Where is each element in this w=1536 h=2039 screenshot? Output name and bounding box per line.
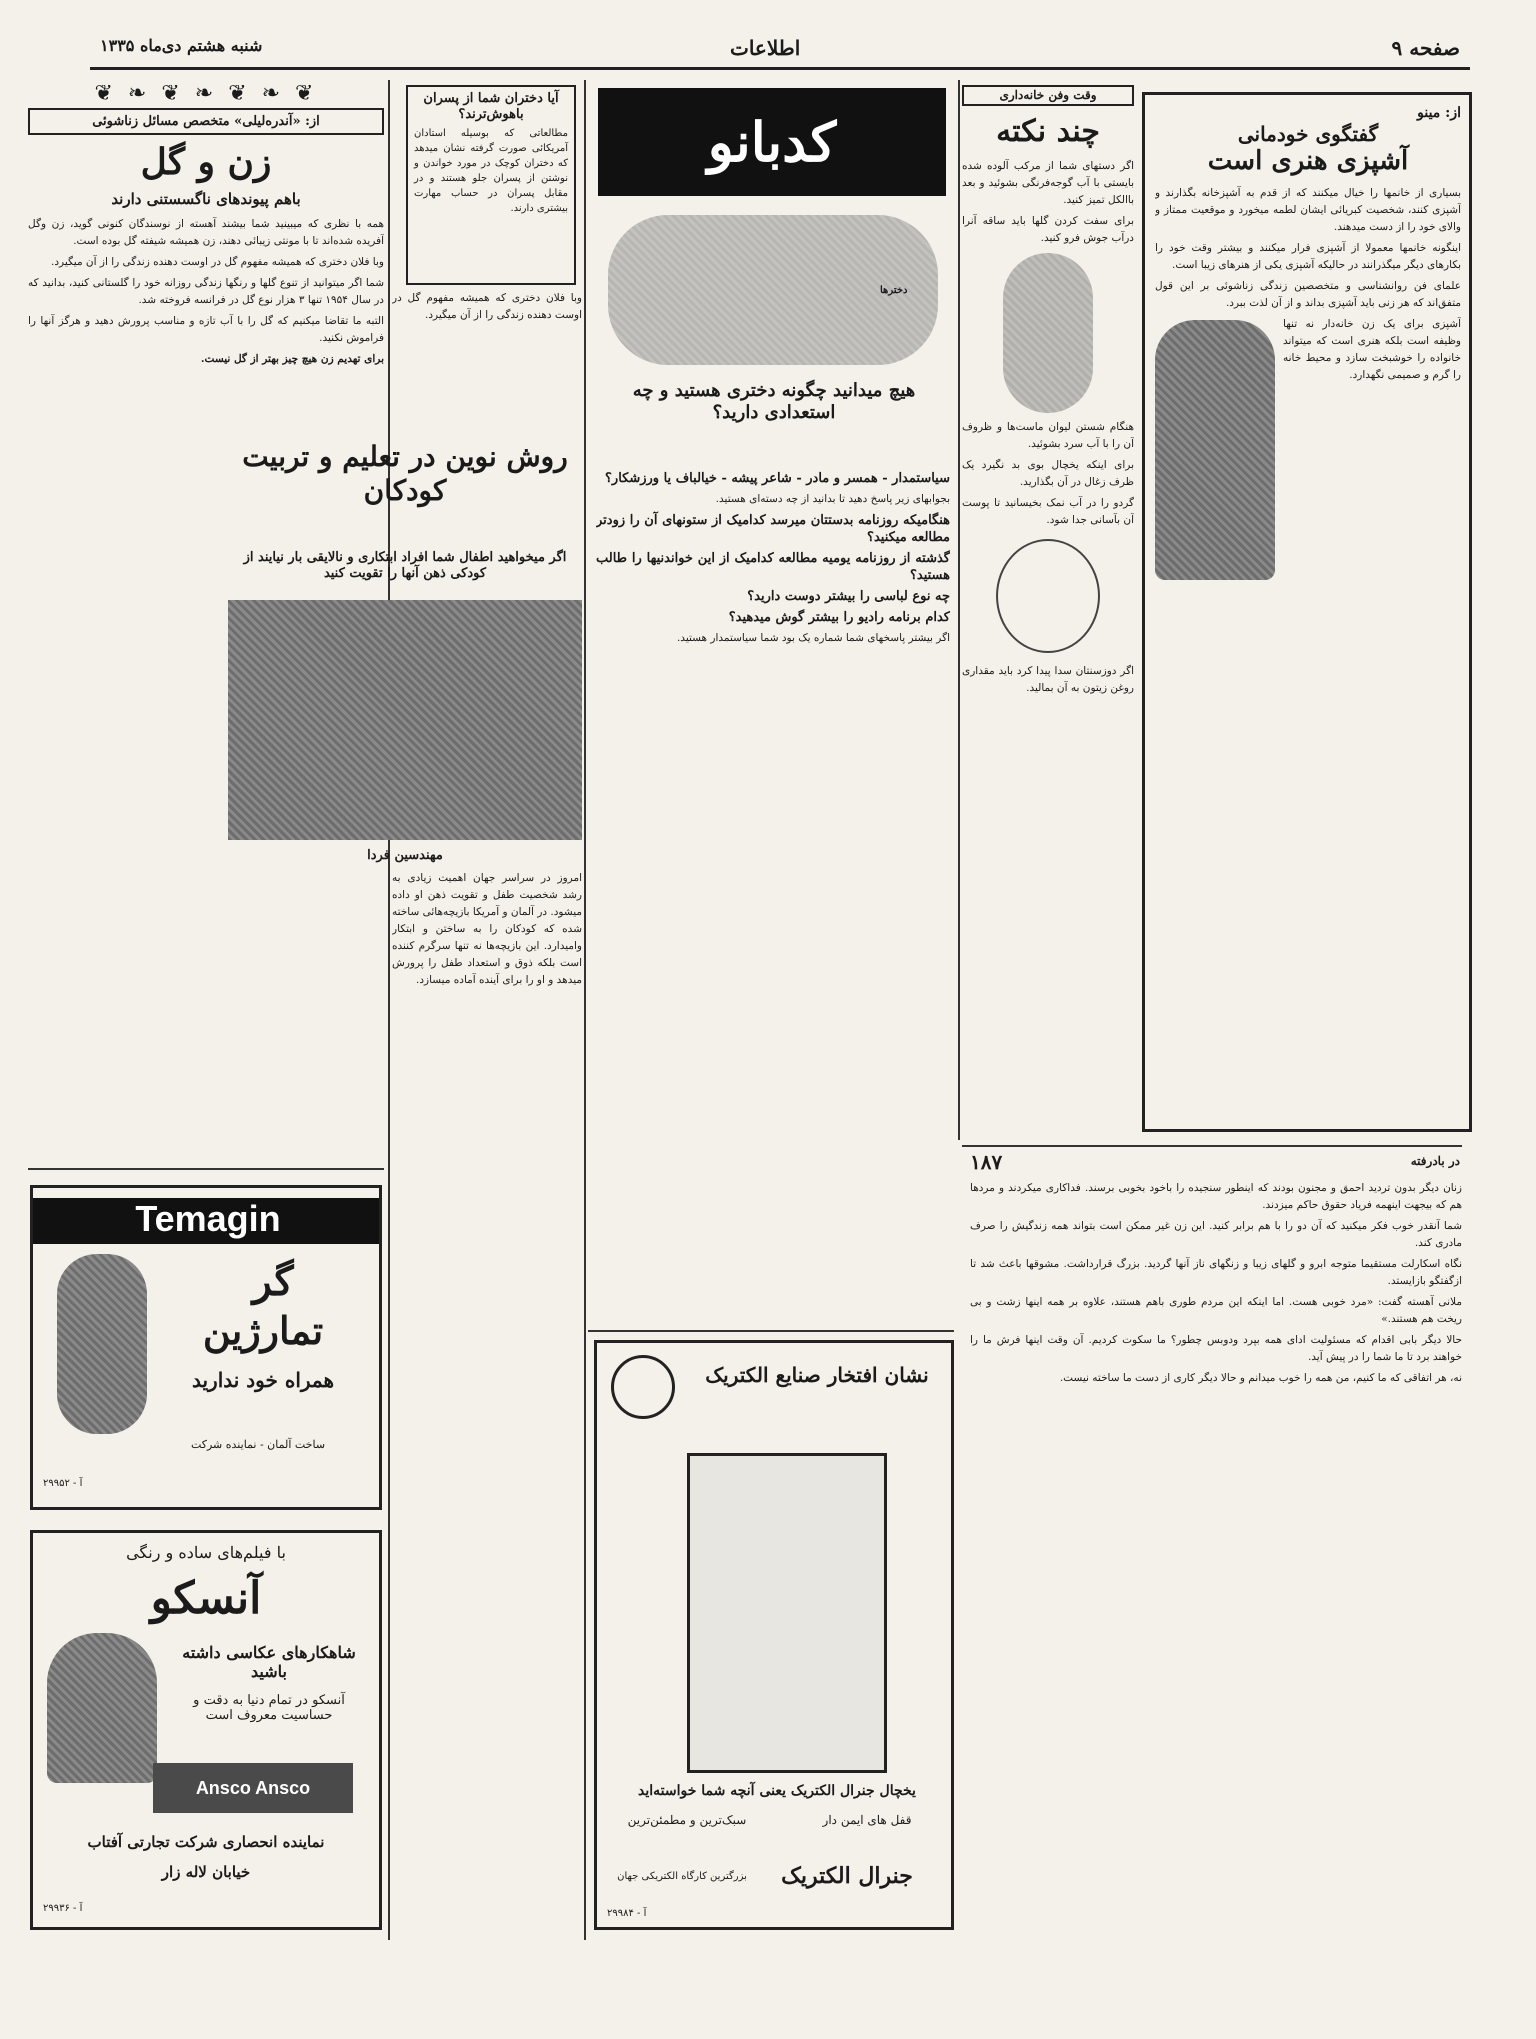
- quiz-question: سیاستمدار - همسر و مادر - شاعر پیشه - خیالباف یا ورزشکار؟: [605, 471, 950, 486]
- page-header: [90, 30, 1470, 70]
- section-header: وقت وفن خانه‌داری: [962, 85, 1134, 106]
- section-rule: [962, 1145, 1462, 1147]
- household-tips: [962, 85, 1134, 1140]
- kadbanoo-banner: کدبانو: [598, 88, 946, 196]
- article-subtitle: اگر میخواهید اطفال شما افراد ابتکاری و نالایقی بار نیایند از کودکی ذهن آنها را تقویت کنید: [243, 550, 567, 581]
- article-body: [392, 870, 582, 1940]
- quiz-question: چه نوع لباسی را بیشتر دوست دارید؟: [747, 589, 950, 604]
- article-subtitle: باهم پیوندهای ناگسستنی دارند: [111, 190, 301, 209]
- paragraph: بسیاری از خانمها را خیال میکنند که از قدم به آشپزخانه بگذارند و آشپزی کنند، شخصیت کبریائی ایشان لطمه میخورد و موقعیت ممتاز و والای خود را از دست میدهند.: [1155, 187, 1461, 234]
- paragraph: وبا فلان دختری که همیشه مفهوم گل در اوست دهنده زندگی را از آن میگیرد.: [392, 292, 582, 321]
- paragraph: نگاه اسکارلت مستقیما متوجه ابرو و گلهای زیبا و زنگهای ناز آنها گردید. بزرگ قرارداشت. مشوقها باعث شد تا ازگفتگو بازایستد.: [970, 1258, 1462, 1287]
- smart-kids-box: [406, 85, 576, 285]
- paragraph: اینگونه خانمها معمولا از آشپزی فرار میکنند و بیشتر وقت خود را بکارهای دیگر میگذرانند در حالیکه آشپزی یکی از هنرهای زیبا است.: [1155, 242, 1461, 272]
- tip-item: برای سفت کردن گلها باید ساقه آنرا درآب جوش فرو کنید.: [962, 215, 1134, 244]
- children-playing-photo: [228, 600, 582, 840]
- quiz-body: [596, 470, 950, 1330]
- story-header: [970, 1150, 1460, 1176]
- serial-story: [970, 1180, 1462, 1940]
- man-drawing: [57, 1254, 147, 1434]
- quiz-question: هنگامیکه روزنامه بدستتان میرسد کدامیک از ستونهای آن را زودتر مطالعه میکنید؟: [596, 513, 950, 545]
- article-byline: از: مینو: [1417, 105, 1461, 121]
- tip-item: برای اینکه یخچال بوی بد نگیرد یک ظرف زغال در آن بگذارید.: [962, 459, 1134, 488]
- ge-feature: قفل های ایمن دار: [822, 1813, 912, 1827]
- quiz-title: هیچ میدانید چگونه دختری هستید و چه استعدادی دارید؟: [632, 380, 916, 423]
- model-drawing: [47, 1633, 157, 1783]
- ansco-address: خیابان لاله زار: [161, 1863, 251, 1881]
- quiz-question: کدام برنامه رادیو را بیشتر گوش میدهید؟: [728, 610, 950, 625]
- ansco-line2: آنسکو در تمام دنیا به دقت و حساسیت معروف است: [193, 1693, 345, 1723]
- paragraph: زنان دیگر بدون تردید احمق و مجنون بودند که اینطور سنجیده را باخود بخوبی برسند. فداکاری میکردند و مردها هم که بیجهت اینهمه فریاد حقوق حاکم میزدند.: [970, 1182, 1462, 1211]
- ansco-film-boxes: Ansco Ansco: [153, 1763, 353, 1813]
- ge-headline: نشان افتخار صنایع الکتریک: [705, 1363, 929, 1387]
- paragraph: وبا فلان دختری که همیشه مفهوم گل در اوست دهنده زندگی را از آن میگیرد.: [51, 256, 384, 269]
- column-rule: [584, 80, 586, 1940]
- paragraph: امروز در سراسر جهان اهمیت زیادی به رشد شخصیت طفل و تقویت ذهن او داده میشود. در آلمان و آمریکا بازیچه‌هائی ساخته شده که کودکان را به ساختن و ابتکار وامیدارد. این بازیچه‌ها نه تنها سرگرم کننده است بلکه ذوق و استعداد طفل را پرورش میدهد و او را برای آینده آماده میسازد.: [392, 872, 582, 986]
- paragraph: ملانی آهسته گفت: «مرد خوبی هست. اما اینکه این مردم طوری باهم هستند، علاوه بر همه اینها زشت و بی ریخت هم هستند.»: [970, 1296, 1462, 1325]
- section-rule: [28, 1168, 384, 1170]
- ad-code: آ - ۲۹۹۳۶: [43, 1903, 83, 1914]
- photo-caption: مهندسین فردا: [367, 848, 443, 863]
- series-title: گفتگوی خودمانی: [1237, 122, 1379, 146]
- column-rule: [388, 80, 390, 1940]
- face-drawing: [996, 539, 1100, 653]
- paragraph: شما آنقدر خوب فکر میکنید که آن دو را با هم برابر کنید. این زن غیر ممکن است بتواند همه زندگیش را صرف مادری کند.: [970, 1220, 1462, 1249]
- ansco-brand: آنسکو: [150, 1573, 262, 1624]
- column-rule: [958, 80, 960, 1140]
- ansco-rep: نماینده انحصاری شرکت تجارتی آفتاب: [87, 1833, 325, 1851]
- general-electric-ad: [594, 1340, 954, 1930]
- ansco-ad: [30, 1530, 382, 1930]
- paragraph: علمای فن روانشناسی و متخصصین زندگی زناشوئی بر این قول متفق‌اند که هر زنی باید آشپزی بداند و از آن لذت ببرد.: [1155, 280, 1461, 310]
- temagin-maker: ساخت آلمان - نماینده شرکت: [190, 1438, 326, 1451]
- temagin-text-tagline: همراه خود ندارید: [191, 1368, 335, 1392]
- cooking-article: [1155, 105, 1461, 1120]
- page-number: صفحه ۹: [1391, 36, 1460, 60]
- tip-item: اگر دوزسنتان سدا پیدا کرد باید مقداری روغن زیتون به آن بمالید.: [962, 665, 1134, 694]
- side-text: [392, 290, 582, 400]
- box-title: آیا دختران شما از پسران باهوش‌ترند؟: [423, 91, 559, 122]
- ad-code: آ - ۲۹۹۵۲: [43, 1478, 83, 1489]
- paragraph: همه با نظری که میبینید شما بیشند آهسته از نوسندگان کنونی گوید، زن وگل آفریده شده‌اند تا با مونتی زیبائی دهند، زن همیشه شیفته گل بوده است.: [28, 218, 384, 248]
- paragraph: آشپزی برای یک زن خانه‌دار نه تنها وظیفه است بلکه هنری است که میتواند خانواده را خوشبخت سازد و محیط خانه را گرم و صمیمی نگهدارد.: [1283, 318, 1461, 382]
- ge-feature: سبک‌ترین و مطمئن‌ترین: [627, 1813, 747, 1827]
- cooking-article-box: [1142, 92, 1472, 1132]
- article-title: آشپزی هنری است: [1207, 146, 1409, 176]
- section-rule: [588, 1330, 954, 1332]
- paragraph: حالا دیگر بابی اقدام که مسئولیت ادای همه بپرد ودوبس چطور؟ ما سکوت کردیم. آن وقت اینها فرش ما را خواهند برد تا ما شما را در پیش آید.: [970, 1334, 1462, 1363]
- cooking-woman-silhouette: [1155, 320, 1275, 580]
- tip-item: گردو را در آب نمک بخیسانید تا پوست آن بآسانی جدا شود.: [962, 497, 1134, 526]
- article-title: روش نوین در تعلیم و تربیت کودکان: [242, 440, 568, 507]
- paragraph: بجوابهای زیر پاسخ دهید تا بدانید از چه دسته‌ای هستید.: [715, 493, 950, 505]
- issue-date: شنبه هشتم دی‌ماه ۱۳۳۵: [100, 36, 263, 55]
- box-body: مطالعاتی که بوسیله استادان آمریکائی صورت گرفته نشان میدهد که دختران کوچک در مورد خواندن و نوشتن از پسران جلو هستند و در مقابل پسران در حساب مهارت بیشتری دارند.: [414, 128, 568, 215]
- ge-caption: یخچال جنرال الکتریک یعنی آنچه شما خواسته‌اید: [638, 1783, 916, 1799]
- tips-title: چند نکته: [996, 114, 1100, 149]
- ansco-line1: شاهکارهای عکاسی داشته باشید: [182, 1643, 356, 1682]
- story-label: در بادرفته: [1410, 1154, 1460, 1168]
- paragraph: نه، هر اتفاقی که ما کنیم، من همه را خوب میدانم و حالا دیگر کاری از دست ما ساخته نیست.: [1059, 1372, 1462, 1384]
- rose-drawing: [1003, 253, 1093, 413]
- episode-number: ۱۸۷: [970, 1150, 1003, 1174]
- article-byline: از: «آندره‌لیلی» متخصص مسائل زناشوئی: [28, 108, 384, 135]
- article-title: زن و گل: [140, 141, 272, 183]
- art-label: دخترها: [880, 285, 908, 296]
- paragraph: برای تهدیم زن هیچ چیز بهتر از گل نیست.: [200, 353, 384, 366]
- ad-code: آ - ۲۹۹۸۴: [607, 1908, 647, 1919]
- ge-logo-icon: [611, 1355, 675, 1419]
- refrigerator-drawing: [687, 1453, 887, 1773]
- ge-tag: بزرگترین کارگاه الکتریکی جهان: [617, 1871, 747, 1882]
- paragraph: اگر بیشتر پاسخهای شما شماره یک بود شما سیاستمدار هستید.: [676, 632, 950, 644]
- tip-item: اگر دستهای شما از مرکب آلوده شده بایستی با آب گوجه‌فرنگی بشوئید و بعد باالکل تمیز کنید.: [962, 160, 1134, 206]
- floral-ornament: ❦ ❧ ❦ ❧ ❦ ❧ ❦: [94, 85, 318, 106]
- ansco-top-line: با فیلم‌های ساده و رنگی: [126, 1543, 286, 1562]
- quiz-question: گذشته از روزنامه یومیه مطالعه کدامیک از این خواندنیها را طالب هستید؟: [596, 551, 950, 583]
- paragraph: التبه ما تقاضا میکنیم که گل را با آب تازه و مناسب پرورش دهید و هرگز آنها را فراموش نکنید.: [28, 315, 384, 345]
- newspaper-name: اطلاعات: [730, 36, 801, 60]
- temagin-ad: [30, 1185, 382, 1510]
- ge-brand: جنرال الکتریک: [781, 1863, 913, 1889]
- temagin-brand: Temagin: [33, 1198, 382, 1244]
- tip-item: هنگام شستن لیوان ماست‌ها و ظروف آن را با آب سرد بشوئید.: [962, 421, 1134, 450]
- temagin-text-if: گر: [252, 1258, 294, 1305]
- paragraph: شما اگر میتوانید از تنوع گلها و رنگها زندگی روزانه خود را گلستانی کنید، بدانید که در سال ۱۹۵۴ تنها ۳ هزار نوع گل در فرانسه فروخته شد.: [28, 277, 384, 307]
- temagin-text-name: تمارژین: [202, 1308, 324, 1353]
